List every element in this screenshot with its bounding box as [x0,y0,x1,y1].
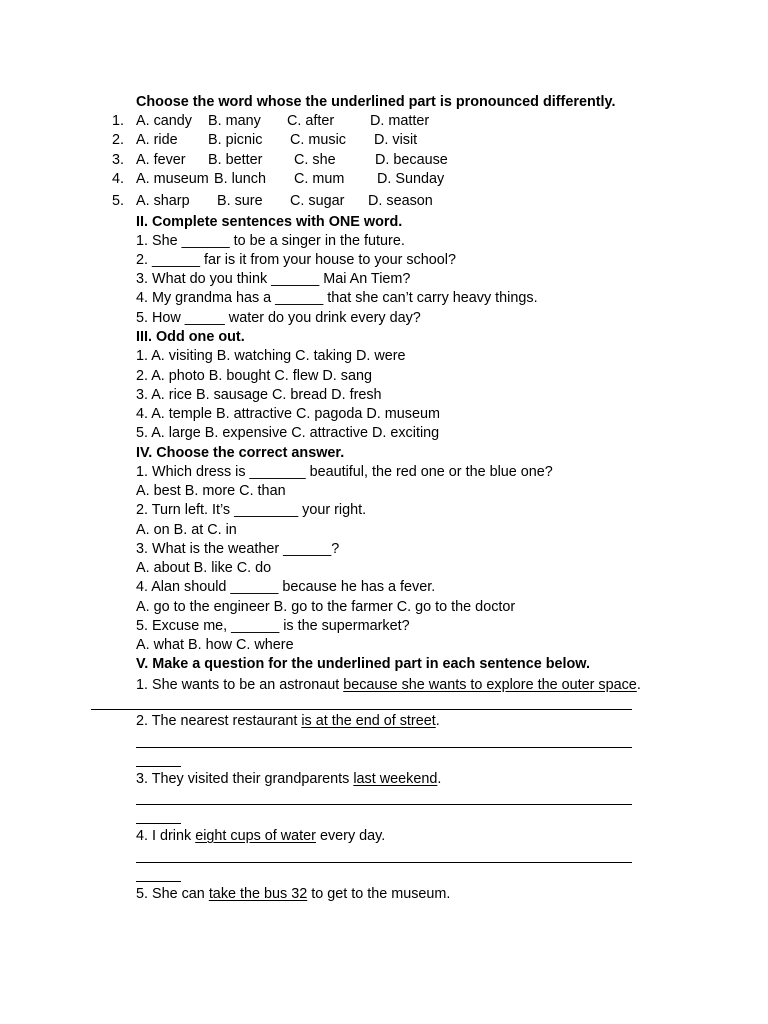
option-b: B. picnic [208,132,263,148]
section4-options: A. best B. more C. than [136,483,286,499]
section2-title: II. Complete sentences with ONE word. [136,214,403,230]
underlined-part: eight cups of water [195,828,316,844]
section5-sentence [136,828,385,845]
section4-options: A. about B. like C. do [136,560,272,576]
option-c: C. mum [294,171,345,187]
section2-item: 5. How _____ water do you drink every day? [136,310,421,326]
option-c: C. she [294,152,336,168]
section5-sentence [136,677,641,694]
section2-item: 3. What do you think ______ Mai An Tiem? [136,271,411,287]
item-number: 1. [111,113,124,129]
section4-title: IV. Choose the correct answer. [136,445,345,461]
answer-line [91,709,632,710]
option-b: B. lunch [214,171,266,187]
option-a: A. sharp [136,193,190,209]
option-a: A. ride [136,132,178,148]
option-b: B. better [208,152,263,168]
section4-question: 3. What is the weather ______? [136,541,340,557]
section3-item: 1. A. visiting B. watching C. taking D. were [136,348,406,364]
underlined-part: because she wants to explore the outer space [343,677,637,693]
item-number: 3. [111,152,124,168]
section2-item: 2. ______ far is it from your house to your school? [136,252,456,268]
option-a: A. candy [136,113,192,129]
answer-line [136,747,632,748]
answer-line [136,862,632,863]
answer-line [136,823,181,824]
section3-item: 5. A. large B. expensive C. attractive D. exciting [136,425,440,441]
item-number: 2. [111,132,124,148]
answer-line [136,881,181,882]
sentence-text: 4. I drink [136,828,196,844]
option-a: A. fever [136,152,186,168]
section3-item: 3. A. rice B. sausage C. bread D. fresh [136,387,382,403]
section4-options: A. on B. at C. in [136,522,237,538]
option-d: D. matter [370,113,430,129]
sentence-text: 5. She can [136,886,209,902]
underlined-part: is at the end of street [301,713,436,729]
option-b: B. many [208,113,261,129]
underlined-part: last weekend [353,771,438,787]
section4-question: 5. Excuse me, ______ is the supermarket? [136,618,410,634]
section4-question: 4. Alan should ______ because he has a fever. [136,579,436,595]
answer-line [136,804,632,805]
section3-item: 2. A. photo B. bought C. flew D. sang [136,368,372,384]
option-c: C. sugar [290,193,345,209]
section3-title: III. Odd one out. [136,329,245,345]
option-a: A. museum [136,171,209,187]
section4-question: 1. Which dress is _______ beautiful, the red one or the blue one? [136,464,553,480]
section5-sentence [136,771,441,788]
item-number: 4. [111,171,124,187]
section4-options: A. go to the engineer B. go to the farmer C. go to the doctor [136,599,516,615]
sentence-text: . [437,771,442,787]
item-number: 5. [111,193,124,209]
option-b: B. sure [217,193,263,209]
section3-item: 4. A. temple B. attractive C. pagoda D. museum [136,406,440,422]
sentence-text: 3. They visited their grandparents [136,771,354,787]
underlined-part: take the bus 32 [208,886,308,902]
sentence-text: to get to the museum. [307,886,451,902]
sentence-text: . [435,713,440,729]
option-d: D. visit [374,132,418,148]
option-d: D. season [368,193,433,209]
option-c: C. after [287,113,335,129]
section4-question: 2. Turn left. It’s ________ your right. [136,502,367,518]
section1-title: Choose the word whose the underlined part is pronounced differently. [136,94,616,110]
sentence-text: every day. [315,828,386,844]
section2-item: 4. My grandma has a ______ that she can’t carry heavy things. [136,290,538,306]
option-c: C. music [290,132,346,148]
section2-item: 1. She ______ to be a singer in the future. [136,233,405,249]
section4-options: A. what B. how C. where [136,637,294,653]
section5-title: V. Make a question for the underlined part in each sentence below. [136,656,590,672]
answer-line [136,766,181,767]
option-d: D. because [375,152,448,168]
sentence-text: 2. The nearest restaurant [136,713,302,729]
section5-sentence [136,886,450,903]
option-d: D. Sunday [377,171,445,187]
sentence-text: . [636,677,641,693]
sentence-text: 1. She wants to be an astronaut [136,677,344,693]
section5-sentence [136,713,440,730]
